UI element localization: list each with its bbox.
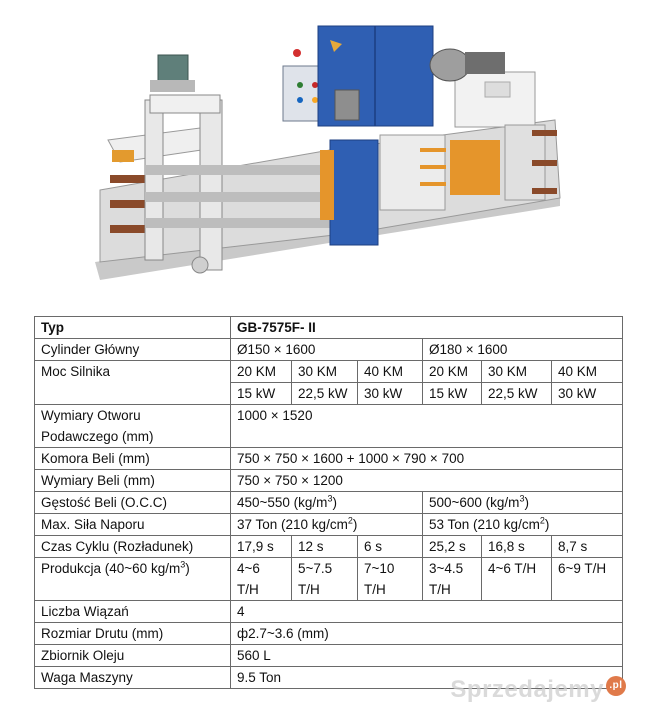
- cell-kw: 30 kW: [358, 383, 423, 405]
- hydraulic-tank: [455, 72, 535, 127]
- table-row-ties: [35, 601, 623, 623]
- cell-km: 40 KM: [552, 361, 623, 383]
- cell-km: 30 KM: [482, 361, 552, 383]
- cell-production: 5~7.5 T/H: [292, 558, 358, 601]
- cell-force-label: Max. Siła Naporu: [35, 514, 231, 536]
- cell-kw: 22,5 kW: [292, 383, 358, 405]
- table-row-feed-opening: [35, 405, 623, 448]
- table-row-bale-chamber: [35, 448, 623, 470]
- table-row-motor-km: [35, 361, 623, 383]
- cell-chamber-label: Komora Beli (mm): [35, 448, 231, 470]
- watermark-badge: .pl: [606, 676, 626, 696]
- feed-label-line2: Podawczego (mm): [41, 429, 154, 444]
- cell-wire-value: ф2.7~3.6 (mm): [231, 623, 623, 645]
- cell-density-a: 450~550 $(kg/m^3)$: [231, 492, 423, 514]
- cell-cylinder-a: Ø150 × 1600: [231, 339, 423, 361]
- cell-force-a: 37 Ton (210 $kg/cm^2$): [231, 514, 423, 536]
- feed-label-line1: Wymiary Otworu: [41, 408, 141, 423]
- table-row-cylinder: [35, 339, 623, 361]
- motor: [430, 49, 470, 81]
- cell-weight-value: 9.5 Ton: [231, 667, 623, 689]
- table-row-bale-size: [35, 470, 623, 492]
- cell-production: 7~10 T/H: [358, 558, 423, 601]
- table-row-production: [35, 558, 623, 601]
- cell-km: 40 KM: [358, 361, 423, 383]
- table-row-force: [35, 514, 623, 536]
- cell-bale-size-value: 750 × 750 × 1200: [231, 470, 623, 492]
- cell-cycle: 16,8 s: [482, 536, 552, 558]
- cell-oil-value: 560 L: [231, 645, 623, 667]
- cell-chamber-value: 750 × 750 × 1600 + 1000 × 790 × 700: [231, 448, 623, 470]
- cell-kw: 30 kW: [552, 383, 623, 405]
- table-row-wire: [35, 623, 623, 645]
- cell-kw: 22,5 kW: [482, 383, 552, 405]
- cell-production: 3~4.5 T/H: [423, 558, 482, 601]
- cell-km: 20 KM: [231, 361, 292, 383]
- cell-production-label: Produkcja (40~60 $kg/m^3$): [35, 558, 231, 601]
- cell-density-label: Gęstość Beli (O.C.C): [35, 492, 231, 514]
- cell-feed-label: [35, 405, 231, 448]
- table-row-density: [35, 492, 623, 514]
- cell-cycle: 25,2 s: [423, 536, 482, 558]
- baler-machine-photo: [0, 0, 650, 310]
- cell-cylinder-label: Cylinder Główny: [35, 339, 231, 361]
- cell-motor-label: Moc Silnika: [35, 361, 231, 405]
- cell-ties-label: Liczba Wiązań: [35, 601, 231, 623]
- watermark-text: Sprzedajemy: [450, 676, 604, 703]
- cell-cycle-label: Czas Cyklu (Rozładunek): [35, 536, 231, 558]
- cell-weight-label: Waga Maszyny: [35, 667, 231, 689]
- cell-force-b: 53 Ton (210 $kg/cm^2$): [423, 514, 623, 536]
- cell-cycle: 17,9 s: [231, 536, 292, 558]
- cell-wire-label: Rozmiar Drutu (mm): [35, 623, 231, 645]
- table-row-type: [35, 317, 623, 339]
- cell-kw: 15 kW: [423, 383, 482, 405]
- cell-cycle: 6 s: [358, 536, 423, 558]
- orange-door: [450, 140, 500, 195]
- table-row-cycle: [35, 536, 623, 558]
- watermark: [450, 676, 626, 704]
- cell-production: 6~9 T/H: [552, 558, 623, 601]
- cell-cycle: 8,7 s: [552, 536, 623, 558]
- cell-kw: 15 kW: [231, 383, 292, 405]
- cell-feed-value: 1000 × 1520: [231, 405, 623, 448]
- cell-density-b: 500~600 $(kg/m^3)$: [423, 492, 623, 514]
- tie-plate: [110, 175, 145, 183]
- cell-bale-size-label: Wymiary Beli (mm): [35, 470, 231, 492]
- cell-km: 20 KM: [423, 361, 482, 383]
- cell-cylinder-b: Ø180 × 1600: [423, 339, 623, 361]
- frame-post: [200, 100, 222, 270]
- cell-cycle: 12 s: [292, 536, 358, 558]
- cell-type-label: Typ: [35, 317, 231, 339]
- main-column: [330, 140, 378, 245]
- cell-type-value: GB-7575F- II: [231, 317, 623, 339]
- table-row-oil: [35, 645, 623, 667]
- cell-km: 30 KM: [292, 361, 358, 383]
- spec-table: [34, 316, 623, 689]
- cell-production: 4~6 T/H: [482, 558, 552, 601]
- cell-oil-label: Zbiornik Oleju: [35, 645, 231, 667]
- cell-production: 4~6 T/H: [231, 558, 292, 601]
- cell-ties-value: 4: [231, 601, 623, 623]
